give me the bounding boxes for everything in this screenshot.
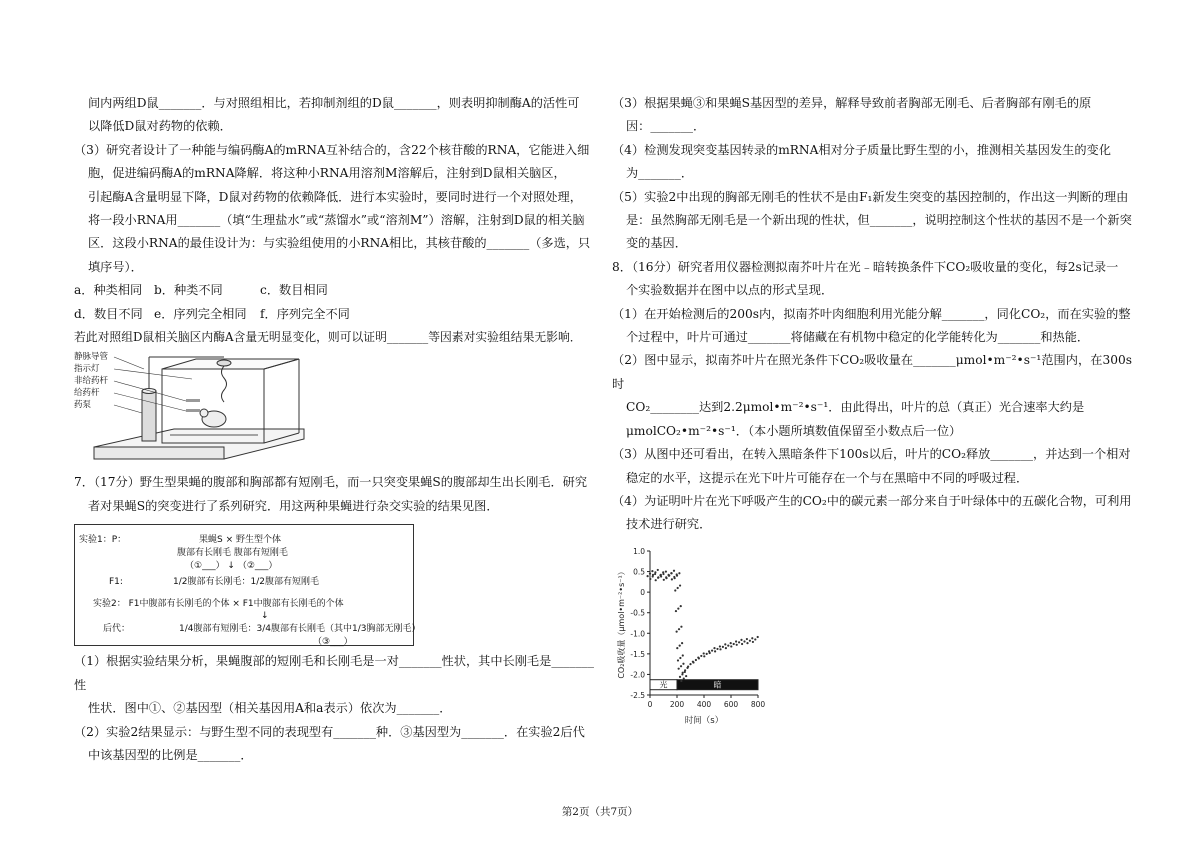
x-tick-label: 200 [669, 699, 685, 709]
data-point [679, 676, 681, 678]
y-tick-label: -0.5 [630, 608, 645, 618]
apparatus-figure [74, 351, 594, 471]
data-point [752, 641, 754, 643]
data-point [680, 605, 682, 607]
question-8-4: （4）为证明叶片在光下呼吸产生的CO₂中的碳元素一部分来自于叶绿体中的五碳化合物，可利用 [612, 493, 1132, 508]
apparatus-label: 非给药杆 [74, 376, 109, 387]
question-7-2: （2）实验2结果显示：与野生型不同的表现型有_______种．③基因型为_______．在实验2后代 [74, 724, 585, 739]
apparatus-label: 给药杆 [74, 388, 100, 399]
question-7-2-cont: 中该基因型的比例是_______． [88, 747, 253, 762]
question-8-2-cont: μmolCO₂•m⁻²•s⁻¹．（本小题所填数值保留至小数点后一位） [626, 423, 962, 438]
exp1-label: 实验1：P： [79, 535, 127, 546]
data-point [749, 639, 751, 641]
question-7-line: 者对果蝇S的突变进行了系列研究．用这两种果蝇进行杂交实验的结果见图． [88, 498, 499, 513]
data-point [678, 628, 680, 630]
data-point [695, 659, 697, 661]
text-line: 是：虽然胸部无刚毛是一个新出现的性状，但_______，说明控制这个性状的基因不是一个新突 [626, 213, 1132, 228]
text-line: 填序号）． [88, 259, 143, 274]
data-point [649, 572, 651, 574]
data-point [680, 680, 682, 682]
text-line: 为_______． [626, 166, 694, 181]
apparatus-labels [74, 351, 108, 411]
offspring-label: 后代： [103, 624, 131, 635]
data-point [740, 638, 742, 640]
data-point [700, 655, 702, 657]
data-point [719, 645, 721, 647]
f1-label: F1: [109, 577, 123, 588]
y-tick-label: 0 [640, 587, 645, 597]
data-point [652, 573, 654, 575]
apparatus-label: 静脉导管 [74, 352, 109, 363]
question-8-cont: 个实验数据并在图中以点的形式呈现． [626, 283, 834, 298]
data-point [727, 644, 729, 646]
y-tick-label: -1.0 [630, 629, 645, 639]
exp2-cross: 实验2： F1中腹部有长刚毛的个体 × F1中腹部有长刚毛的个体 [93, 599, 344, 610]
question-8: 8．（16分）研究者用仪器检测拟南芥叶片在光﹣暗转换条件下CO₂吸收量的变化，每2s记录一 [612, 259, 1119, 274]
data-point [660, 575, 662, 577]
f1-result: 1/2腹部有长刚毛：1/2腹部有短刚毛 [173, 577, 319, 588]
apparatus-label: 药泵 [74, 400, 92, 411]
data-point [679, 584, 681, 586]
data-point [665, 570, 667, 572]
data-point [730, 642, 732, 644]
co2-chart [612, 541, 772, 731]
data-point [736, 643, 738, 645]
question-7-line: 7．（17分）野生型果蝇的腹部和胸部都有短刚毛，而一只突变果蝇S的腹部却生出长刚毛．研究 [74, 475, 588, 490]
text-line: 引起酶A含量明显下降，D鼠对药物的依赖降低．进行本实验时，要同时进行一个对照处理， [88, 189, 582, 204]
x-tick-label: 600 [723, 699, 739, 709]
data-point [673, 569, 675, 571]
data-point [677, 587, 679, 589]
p-cross: 果蝇S × 野生型个体 [199, 535, 281, 546]
question-8-1: （1）在开始检测后的200s内，拟南芥叶肉细胞利用光能分解_______，同化CO₂，而在实验的整 [612, 306, 1131, 321]
data-point [733, 643, 735, 645]
data-point [657, 569, 659, 571]
data-point [677, 607, 679, 609]
data-point [746, 642, 748, 644]
exp2-arrow: ↓ [261, 611, 269, 622]
data-point [743, 640, 745, 642]
option-d: d．数目不同 [74, 306, 143, 321]
data-point [682, 654, 684, 656]
text-line: （4）检测发现突变基因转录的mRNA相对分子质量比野生型的小，推测相关基因发生的变化 [612, 142, 1111, 157]
data-point [719, 648, 721, 650]
text-line: 将一段小RNA用_______（填“生理盐水”或“蒸馏水”或“溶剂M”）溶解，注射到D鼠的相关脑 [88, 213, 585, 228]
question-8-4-cont: 技术进行研究． [626, 517, 712, 532]
data-point [746, 638, 748, 640]
data-point [730, 645, 732, 647]
left-column [74, 92, 594, 767]
data-point [725, 647, 727, 649]
data-point [692, 661, 694, 663]
data-point [714, 650, 716, 652]
data-point [703, 652, 705, 654]
question-8-2-cont: CO₂________达到2.2μmol•m⁻²•s⁻¹．由此得出，叶片的总（真正）光合速率大约是 [626, 400, 1085, 415]
light-label: 光 [659, 680, 668, 690]
data-point [684, 669, 686, 671]
question-8-2: （2）图中显示，拟南芥叶片在照光条件下CO₂吸收量在_______μmol•m⁻²•s⁻¹范围内，在300s时 [612, 353, 1132, 391]
offspring-genotype: （③___） [313, 637, 353, 648]
data-point [751, 637, 753, 639]
data-point [677, 659, 679, 661]
text-line: 胞，促进编码酶A的mRNA降解．将这种小RNA用溶剂M溶解后，注射到D鼠相关脑区， [88, 166, 566, 181]
option-f: f．序列完全不同 [260, 306, 350, 321]
data-point [668, 574, 670, 576]
y-tick-label: -2.5 [630, 690, 645, 700]
data-point [671, 578, 673, 580]
data-point [678, 667, 680, 669]
data-point [706, 652, 708, 654]
data-point [698, 657, 700, 659]
data-point [682, 671, 684, 673]
option-e: e．序列完全相同 [154, 306, 247, 321]
data-point [674, 589, 676, 591]
data-point [651, 570, 653, 572]
data-point [722, 645, 724, 647]
x-tick-label: 800 [750, 699, 766, 709]
option-c: c．数目相同 [260, 283, 328, 298]
data-point [662, 573, 664, 575]
data-point [683, 677, 685, 679]
data-point [671, 572, 673, 574]
text-line: 因：_______． [626, 119, 706, 134]
page-footer: 第2页（共7页） [561, 806, 639, 818]
data-point [709, 652, 711, 654]
data-point [689, 663, 691, 665]
data-point [679, 644, 681, 646]
x-axis-label: 时间（s） [684, 715, 724, 726]
apparatus-drawing [74, 351, 314, 471]
data-point [716, 648, 718, 650]
text-line: （5）实验2中出现的胸部无刚毛的性状不是由F₁新发生突变的基因控制的，作出这一判断的理由 [612, 189, 1129, 204]
question-8-3: （3）从图中还可看出，在转入黑暗条件下100s以后，叶片的CO₂释放_______，并达到一个相对 [612, 447, 1131, 462]
data-point [680, 625, 682, 627]
y-tick-label: 1.0 [633, 546, 645, 556]
text-line: 区．这段小RNA的最佳设计为：与实验组使用的小RNA相比，其核苷酸的_______（多选，只 [88, 236, 591, 251]
data-point [724, 643, 726, 645]
p-genotype: （①___） ↓ （②___） [185, 561, 278, 572]
text-line: 变的基因． [626, 236, 687, 251]
data-point [713, 647, 715, 649]
data-point [675, 610, 677, 612]
text-line: 以降低D鼠对药物的依赖． [88, 119, 232, 134]
data-point [687, 665, 689, 667]
data-point [741, 643, 743, 645]
data-point [711, 649, 713, 651]
right-column [612, 92, 1132, 731]
data-point [681, 642, 683, 644]
option-b: b．种类不同 [154, 283, 223, 298]
data-point [676, 647, 678, 649]
dark-label: 暗 [713, 680, 722, 690]
data-point [685, 675, 687, 677]
data-point [663, 578, 665, 580]
data-point [757, 636, 759, 638]
y-tick-label: 0.5 [633, 567, 645, 577]
options-row-2 [74, 303, 594, 326]
text-line: （3）根据果蝇③和果蝇S基因型的差异，解释导致前者胸部无刚毛、后者胸部有刚毛的原 [612, 96, 1092, 110]
data-point [735, 640, 737, 642]
p-phenotype: 腹部有长刚毛 腹部有短刚毛 [177, 548, 288, 559]
data-point [655, 579, 657, 581]
data-point [680, 665, 682, 667]
options-row-1 [74, 279, 594, 302]
data-point [703, 655, 705, 657]
data-point [654, 571, 656, 573]
y-tick-label: -1.5 [630, 649, 645, 659]
x-tick-label: 0 [647, 699, 653, 709]
option-a: a．种类相同 [74, 283, 143, 298]
data-point [657, 576, 659, 578]
question-7-1: （1）根据实验结果分析，果蝇腹部的短刚毛和长刚毛是一对_______性状，其中长刚毛是_______性 [74, 654, 594, 692]
data-point [738, 641, 740, 643]
y-axis-label: CO₂吸收量（μmol•m⁻²•s⁻¹） [617, 567, 626, 679]
data-point [679, 657, 681, 659]
offspring-result: 1/4腹部有短刚毛：3/4腹部有长刚毛（其中1/3胸部无刚毛） [179, 624, 421, 635]
text-line: 若此对照组D鼠相关脑区内酶A含量无明显变化，则可以证明_______等因素对实验组结果无影响． [74, 330, 582, 345]
apparatus-label: 指示灯 [74, 364, 100, 375]
data-point [674, 577, 676, 579]
data-point [678, 572, 680, 574]
experiment-box [74, 524, 421, 648]
data-point [682, 662, 684, 664]
co2-chart-svg [612, 541, 772, 731]
question-7-1-cont: 性状．图中①、②基因型（相关基因用A和a表示）依次为_______． [88, 701, 452, 716]
question-8-3-cont: 稳定的水平，这提示在光下叶片可能存在一个与在黑暗中不同的呼吸过程． [626, 470, 1029, 485]
data-point [754, 638, 756, 640]
x-tick-label: 400 [696, 699, 712, 709]
data-point [647, 575, 649, 577]
text-line: （3）研究者设计了一种能与编码酶A的mRNA互补结合的，含22个核苷酸的RNA，它能进入细 [74, 142, 590, 157]
text-line: 间内两组D鼠_______．与对照组相比，若抑制剂组的D鼠_______，则表明抑制酶A的活性可 [88, 96, 580, 110]
data-point [676, 574, 678, 576]
y-tick-label: -2.0 [630, 670, 645, 680]
data-point [649, 578, 651, 580]
data-point [665, 577, 667, 579]
data-point [676, 630, 678, 632]
question-8-1-cont: 个过程中，叶片可通过_______将储藏在有机物中稳定的化学能转化为_______和热能． [626, 330, 1090, 345]
